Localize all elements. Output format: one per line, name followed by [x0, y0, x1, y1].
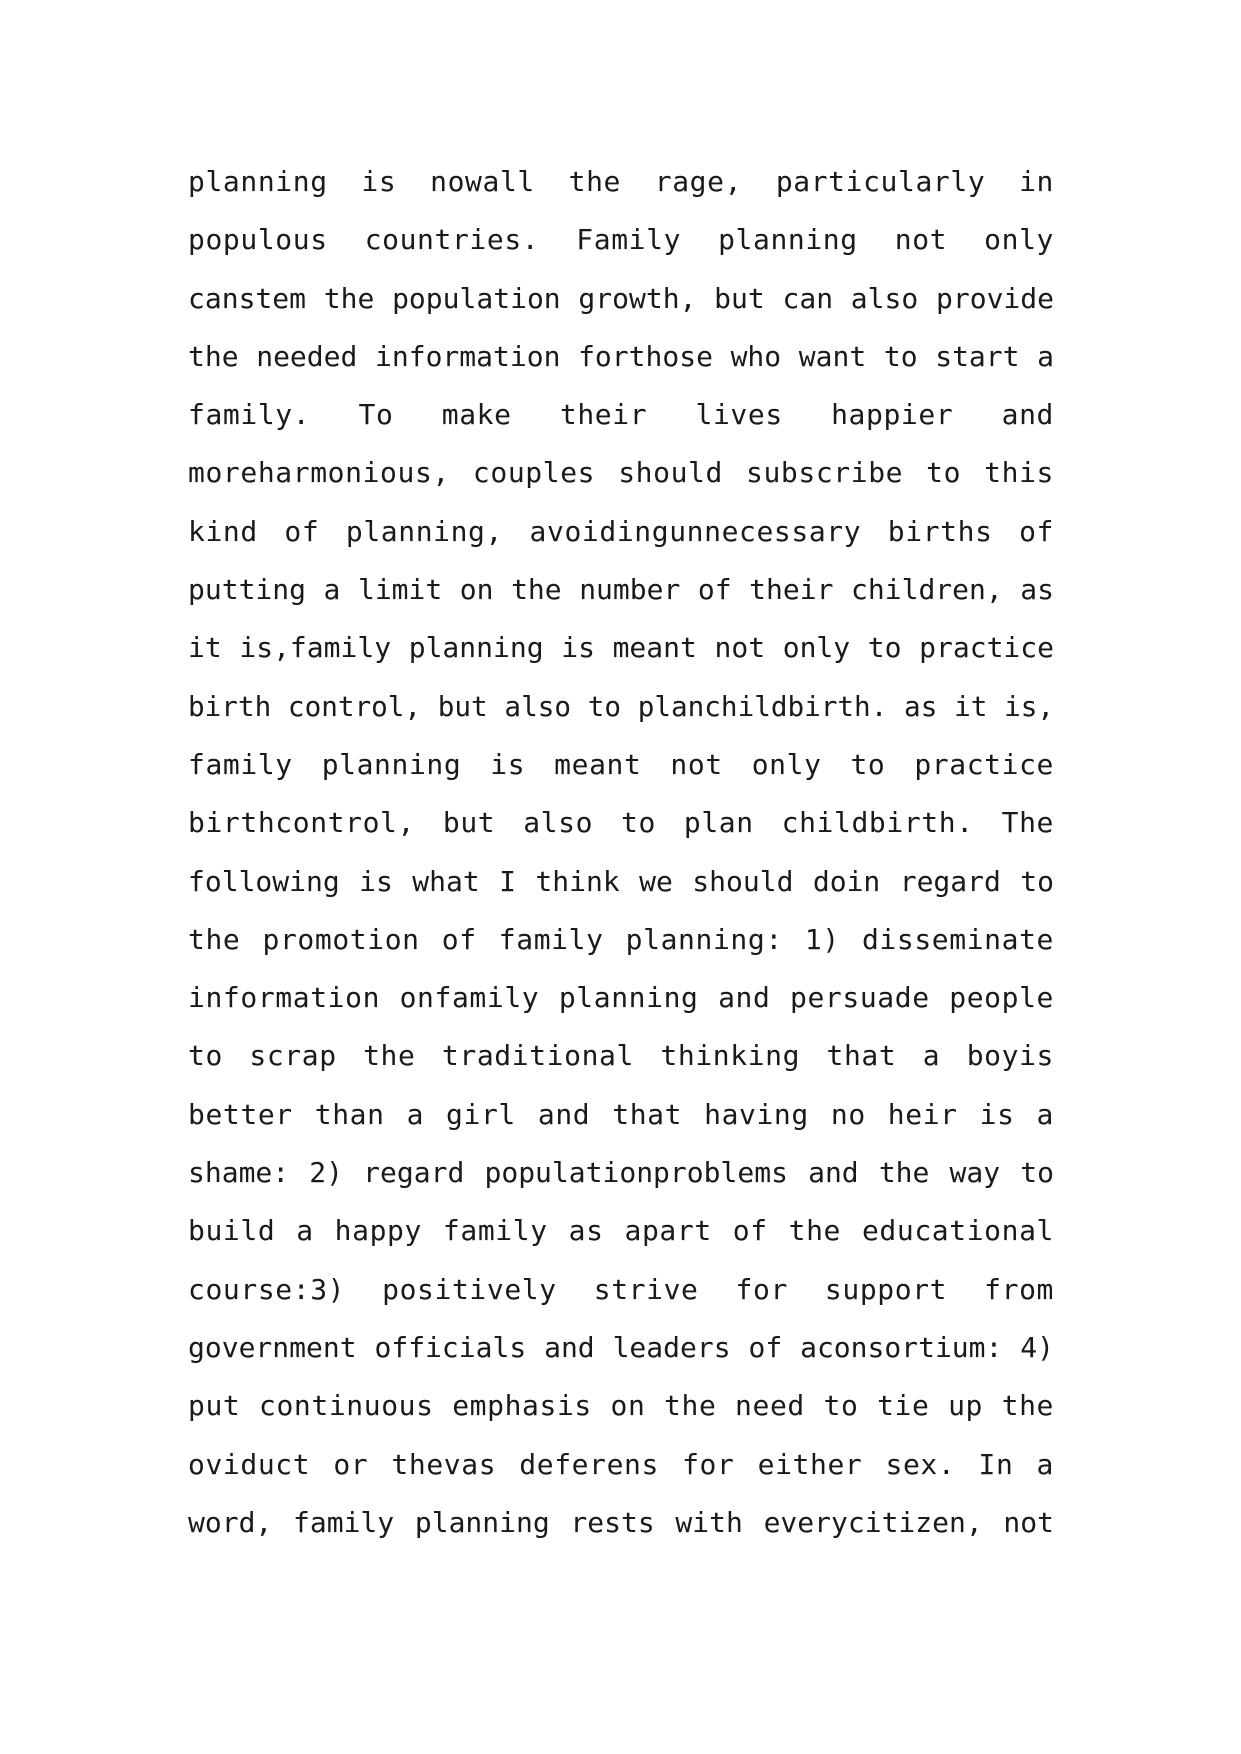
- text-line: the promotion of family planning: 1) disseminate: [188, 922, 1054, 956]
- text-line: following is what I think we should doin regard to: [188, 864, 1054, 898]
- text-line: birth control, but also to planchildbirth. as it is,: [188, 689, 1054, 723]
- text-line: the needed information forthose who want to start a: [188, 339, 1054, 373]
- text-line: canstem the population growth, but can also provide: [188, 281, 1054, 315]
- text-line: government officials and leaders of aconsortium: 4): [188, 1330, 1054, 1364]
- text-line: shame: 2) regard populationproblems and the way to: [188, 1156, 1054, 1190]
- text-line: putting a limit on the number of their children, as: [188, 573, 1054, 607]
- text-line: to scrap the traditional thinking that a boyis: [188, 1039, 1054, 1073]
- text-line: it is,family planning is meant not only to practice: [188, 631, 1054, 665]
- text-line: information onfamily planning and persuade people: [188, 981, 1054, 1015]
- text-line: moreharmonious, couples should subscribe to this: [188, 456, 1054, 490]
- text-line: planning is nowall the rage, particularly in: [188, 165, 1054, 198]
- text-line: oviduct or thevas deferens for either sex. In a: [188, 1447, 1054, 1481]
- text-line: family planning is meant not only to practice: [188, 747, 1054, 781]
- body-text: [188, 162, 1054, 1561]
- text-line: put continuous emphasis on the need to tie up the: [188, 1389, 1054, 1423]
- text-line: course:3) positively strive for support from: [188, 1272, 1054, 1306]
- text-line: family. To make their lives happier and: [188, 398, 1054, 432]
- text-line: better than a girl and that having no heir is a: [188, 1097, 1054, 1131]
- text-line: kind of planning, avoidingunnecessary births of: [188, 514, 1054, 548]
- text-line: birthcontrol, but also to plan childbirth. The: [188, 806, 1054, 840]
- text-line: word, family planning rests with everycitizen, not: [188, 1505, 1054, 1539]
- text-line: build a happy family as apart of the educational: [188, 1214, 1054, 1248]
- text-line: populous countries. Family planning not only: [188, 223, 1054, 257]
